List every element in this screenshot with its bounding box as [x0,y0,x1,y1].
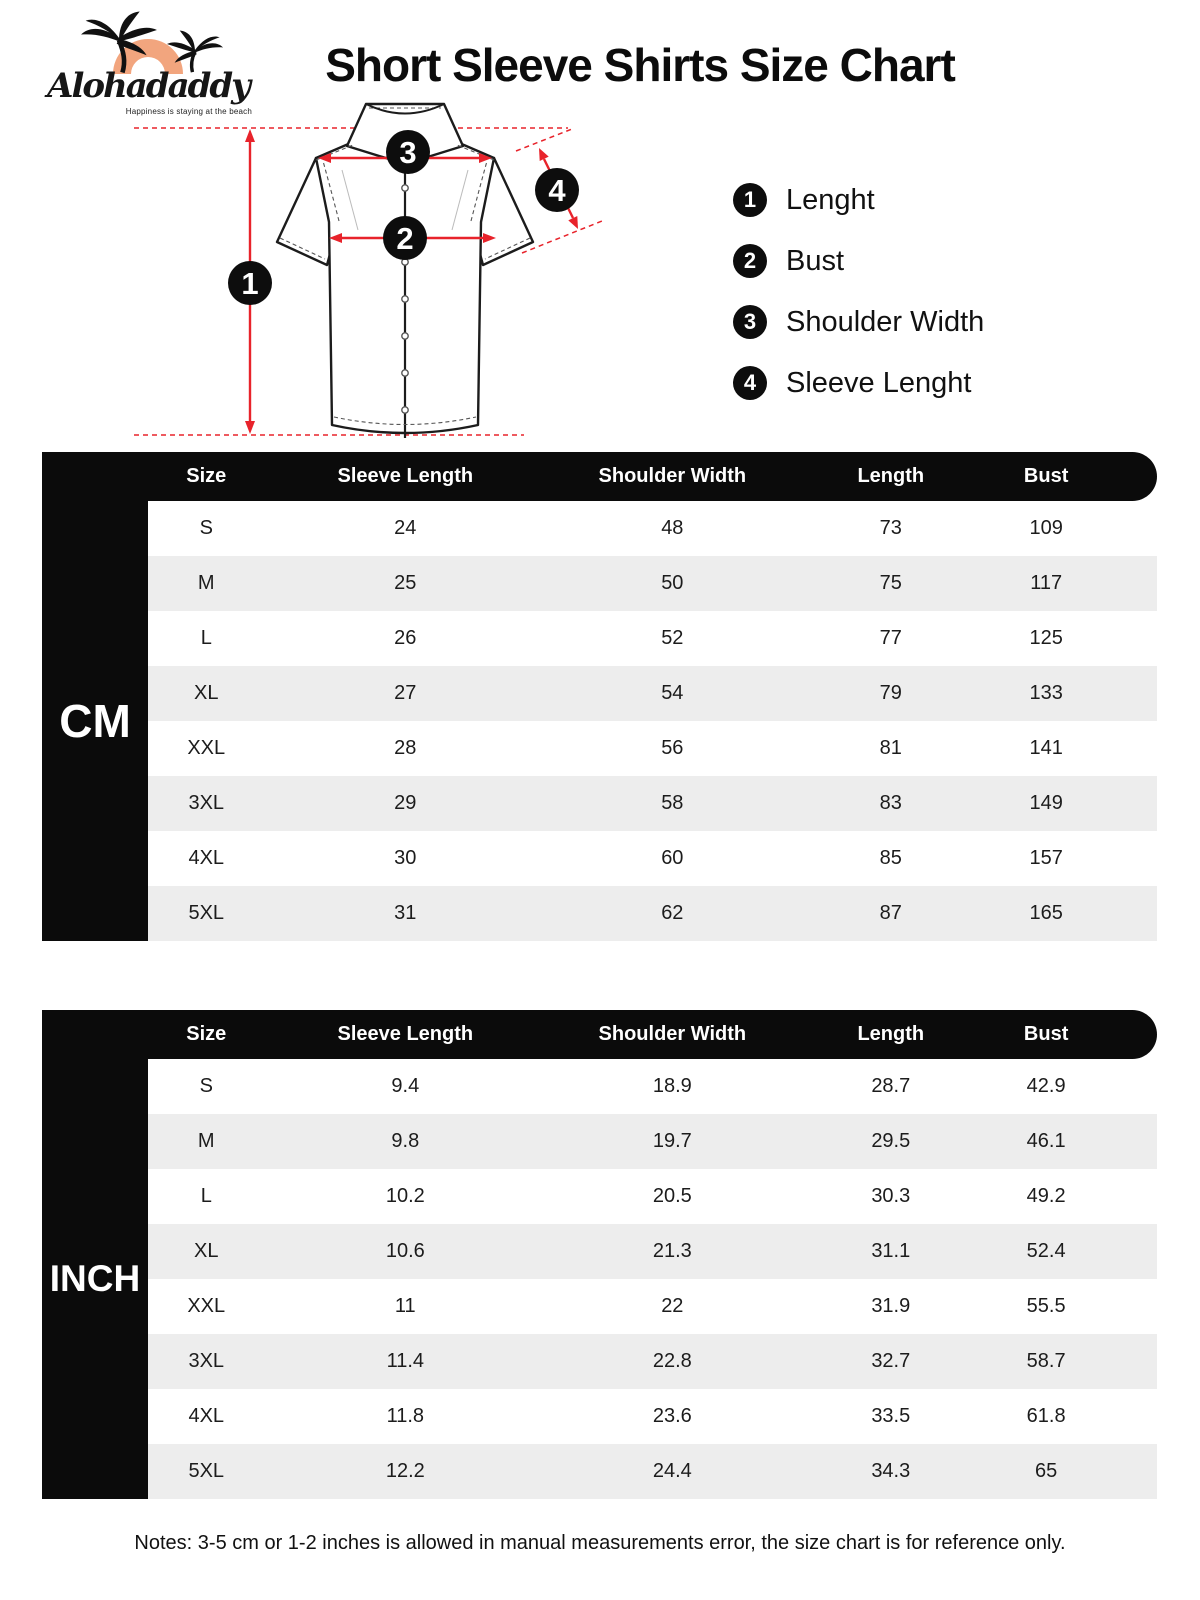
value-cell: 34.3 [871,1460,911,1482]
legend-label: Bust [786,244,845,277]
value-cell: 81 [879,737,902,759]
size-cell: 5XL [188,1460,225,1482]
value-cell: 48 [661,517,684,539]
value-cell: 11.8 [386,1405,425,1427]
value-cell: 18.9 [652,1075,692,1097]
value-cell: 31.1 [871,1240,911,1262]
diagram-badge-shoulder [386,130,430,174]
value-cell: 46.1 [1026,1130,1066,1152]
value-cell: 61.8 [1026,1405,1066,1427]
value-cell: 54 [661,682,684,704]
table-header-row [42,1010,1157,1059]
legend-label: Shoulder Width [786,305,985,338]
value-cell: 55.5 [1026,1295,1066,1317]
svg-text:4: 4 [548,173,566,208]
svg-text:3: 3 [399,135,417,170]
value-cell: 30.3 [871,1185,911,1207]
size-cell: XL [194,682,219,704]
legend-badge-2: 2 [733,244,767,278]
value-cell: 79 [879,682,902,704]
size-cell: L [200,1185,212,1207]
value-cell: 21.3 [652,1240,692,1262]
table-row [148,721,1157,776]
value-cell: 28.7 [871,1075,911,1097]
value-cell: 12.2 [385,1460,425,1482]
table-row [148,1444,1157,1499]
diagram-badge-length [228,261,272,305]
value-cell: 31.9 [871,1295,911,1317]
value-cell: 60 [661,847,684,869]
column-header: Shoulder Width [598,1023,747,1045]
legend-item-shoulder [733,305,984,339]
table-row [148,501,1157,556]
legend-label: Lenght [786,183,875,216]
table-row [148,831,1157,886]
value-cell: 109 [1029,517,1063,539]
value-cell: 42.9 [1026,1075,1066,1097]
sleeve-guide-top [516,129,572,151]
value-cell: 28 [394,737,417,759]
size-cell: XXL [187,1295,226,1317]
size-cell: S [199,1075,213,1097]
value-cell: 52 [661,627,684,649]
column-header: Size [186,465,227,487]
legend-item-sleeve [733,366,984,400]
table-header-row [42,452,1157,501]
value-cell: 20.5 [652,1185,692,1207]
value-cell: 33.5 [871,1405,911,1427]
value-cell: 9.8 [391,1130,420,1152]
value-cell: 24.4 [652,1460,692,1482]
value-cell: 31 [394,902,417,924]
unit-label-cm: CM [42,501,148,941]
diagram-badge-sleeve [535,168,579,212]
value-cell: 165 [1029,902,1063,924]
value-cell: 117 [1030,572,1063,594]
value-cell: 50 [661,572,684,594]
value-cell: 87 [879,902,902,924]
measurement-legend [733,183,984,427]
size-cell: M [197,572,215,594]
value-cell: 58 [661,792,684,814]
column-header: Size [186,1023,227,1045]
value-cell: 49.2 [1026,1185,1066,1207]
legend-badge-1: 1 [733,183,767,217]
table-rows [148,1059,1157,1499]
table-row [148,1389,1157,1444]
brand-tagline: Happiness is staying at the beach [125,107,252,116]
size-cell: S [199,517,213,539]
table-row [148,1059,1157,1114]
size-cell: XL [194,1240,219,1262]
value-cell: 22.8 [652,1350,692,1372]
size-cell: 3XL [188,792,225,814]
notes-text: Notes: 3-5 cm or 1-2 inches is allowed in manual measurements error, the size chart is for reference only. [134,1532,1066,1554]
size-table-cm [42,452,1157,941]
value-cell: 27 [394,682,417,704]
size-cell: 5XL [188,902,225,924]
diagram-badge-bust [383,216,427,260]
value-cell: 29 [394,792,417,814]
size-cell: 4XL [188,847,225,869]
value-cell: 10.2 [385,1185,425,1207]
value-cell: 56 [661,737,684,759]
legend-item-bust [733,244,984,278]
value-cell: 141 [1029,737,1063,759]
brand-name: Alohadaddy [47,66,249,106]
value-cell: 9.4 [391,1075,420,1097]
size-cell: XXL [187,737,226,759]
column-header: Sleeve Length [337,465,474,487]
value-cell: 24 [394,517,417,539]
table-row [148,1224,1157,1279]
table-row [148,1334,1157,1389]
value-cell: 85 [879,847,902,869]
table-row [148,1114,1157,1169]
value-cell: 30 [394,847,417,869]
value-cell: 75 [879,572,902,594]
value-cell: 22 [661,1295,684,1317]
column-header: Length [857,1023,925,1045]
table-row [148,886,1157,941]
legend-badge-4: 4 [733,366,767,400]
value-cell: 65 [1035,1460,1058,1482]
table-row [148,776,1157,831]
value-cell: 19.7 [652,1130,692,1152]
value-cell: 62 [661,902,684,924]
column-header: Length [857,465,925,487]
size-cell: L [200,627,212,649]
legend-badge-3: 3 [733,305,767,339]
legend-item-length [733,183,984,217]
value-cell: 58.7 [1026,1350,1066,1372]
table-row [148,611,1157,666]
value-cell: 11 [394,1295,416,1317]
value-cell: 157 [1029,847,1063,869]
table-row [148,556,1157,611]
value-cell: 10.6 [385,1240,425,1262]
value-cell: 73 [879,517,902,539]
size-table-inch [42,1010,1157,1499]
table-rows [148,501,1157,941]
value-cell: 32.7 [871,1350,911,1372]
value-cell: 133 [1029,682,1063,704]
value-cell: 25 [394,572,417,594]
value-cell: 26 [394,627,417,649]
column-header: Shoulder Width [598,465,747,487]
shirt-measurement-diagram [120,95,640,455]
value-cell: 52.4 [1026,1240,1066,1262]
value-cell: 83 [879,792,902,814]
value-cell: 11.4 [386,1350,425,1372]
svg-text:2: 2 [396,221,414,256]
page-title: Short Sleeve Shirts Size Chart [325,39,955,91]
table-row [148,666,1157,721]
legend-label: Sleeve Lenght [786,366,972,399]
value-cell: 149 [1029,792,1063,814]
value-cell: 23.6 [652,1405,692,1427]
column-header: Bust [1023,1023,1069,1045]
value-cell: 77 [879,627,902,649]
table-row [148,1279,1157,1334]
svg-text:1: 1 [241,266,259,301]
value-cell: 125 [1029,627,1063,649]
size-cell: 3XL [188,1350,225,1372]
column-header: Bust [1023,465,1069,487]
size-cell: 4XL [188,1405,225,1427]
size-cell: M [197,1130,215,1152]
column-header: Sleeve Length [337,1023,474,1045]
value-cell: 29.5 [871,1130,911,1152]
unit-label-inch: INCH [42,1059,148,1499]
table-row [148,1169,1157,1224]
sleeve-guide-bottom [522,221,602,253]
